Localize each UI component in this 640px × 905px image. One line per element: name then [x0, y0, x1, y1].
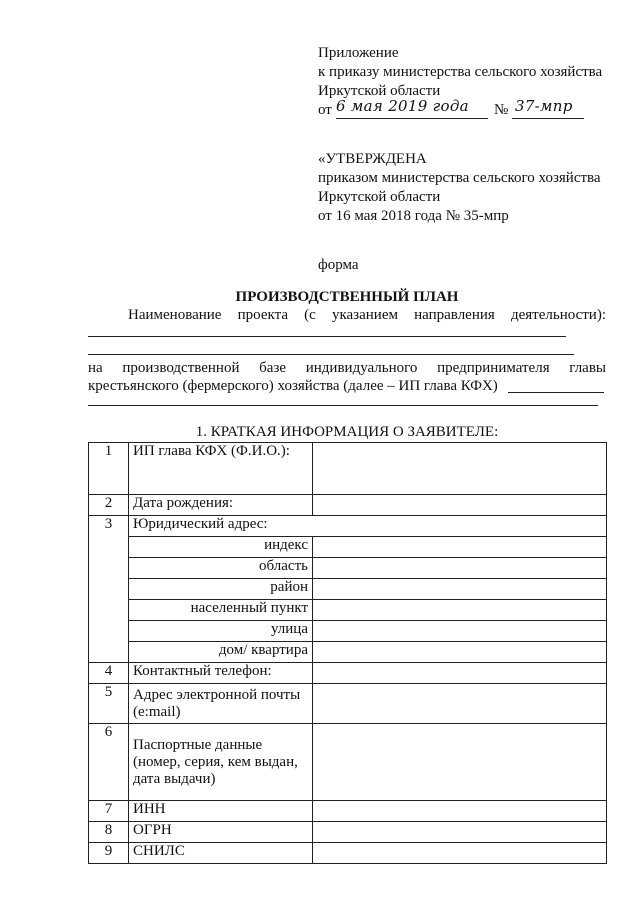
approval-line-1: «УТВЕРЖДЕНА [318, 151, 427, 167]
birth-date-value [313, 495, 607, 516]
ogrn-label: ОГРН [129, 822, 313, 843]
table-row [89, 801, 607, 822]
inn-value [313, 801, 607, 822]
passport-label-line: (номер, серия, кем выдан, [133, 753, 298, 770]
email-value [313, 684, 607, 724]
table-row [89, 443, 607, 495]
base-fill-line [508, 392, 604, 393]
address-settlement-label: населенный пункт [129, 600, 313, 621]
applicant-info-table [88, 442, 607, 864]
table-row [89, 822, 607, 843]
table-row [89, 642, 607, 663]
page-title: ПРОИЗВОДСТВЕННЫЙ ПЛАН [235, 289, 459, 305]
order-number-handwritten: 37-мпр [515, 97, 573, 115]
address-house-label: дом/ квартира [129, 642, 313, 663]
address-settlement-value [313, 600, 607, 621]
row-number: 6 [89, 724, 129, 801]
address-street-value [313, 621, 607, 642]
table-row [89, 558, 607, 579]
table-row [89, 663, 607, 684]
order-prefix: от [318, 102, 332, 118]
passport-value [313, 724, 607, 801]
snils-value [313, 843, 607, 864]
base-text-line-1: на производственной базе индивидуального предпринимателя главы [88, 360, 606, 376]
full-name-value [313, 443, 607, 495]
row-number: 5 [89, 684, 129, 724]
ogrn-value [313, 822, 607, 843]
table-row [89, 621, 607, 642]
email-label-line: (e:mail) [133, 704, 181, 720]
row-number: 7 [89, 801, 129, 822]
address-region-label: область [129, 558, 313, 579]
legal-address-label: Юридический адрес: [129, 516, 607, 537]
table-row [89, 724, 607, 801]
address-street-label: улица [129, 621, 313, 642]
appendix-line-1: Приложение [318, 45, 399, 61]
address-index-value [313, 537, 607, 558]
row-number: 9 [89, 843, 129, 864]
project-name-label: Наименование проекта (с указанием направления деятельности): [128, 307, 606, 323]
row-number: 1 [89, 443, 129, 495]
table-row [89, 579, 607, 600]
address-district-value [313, 579, 607, 600]
full-name-label: ИП глава КФХ (Ф.И.О.): [129, 443, 313, 495]
row-number: 4 [89, 663, 129, 684]
birth-date-label: Дата рождения: [129, 495, 313, 516]
snils-label: СНИЛС [129, 843, 313, 864]
approval-line-4: от 16 мая 2018 года № 35-мпр [318, 208, 509, 224]
approval-line-3: Иркутской области [318, 189, 441, 205]
phone-label: Контактный телефон: [129, 663, 313, 684]
row-number: 2 [89, 495, 129, 516]
order-number-underline [512, 118, 584, 119]
order-date-underline [336, 118, 488, 119]
project-name-line-1 [88, 336, 566, 337]
row-number: 3 [89, 516, 129, 663]
table-row [89, 495, 607, 516]
phone-value [313, 663, 607, 684]
base-text-line-2: крестьянского (фермерского) хозяйства (далее – ИП глава КФХ) [88, 378, 498, 394]
table-row [89, 537, 607, 558]
table-row [89, 843, 607, 864]
row-number: 8 [89, 822, 129, 843]
passport-label [129, 724, 313, 801]
order-date-handwritten: 6 мая 2019 года [336, 97, 469, 115]
table-row [89, 516, 607, 537]
address-index-label: индекс [129, 537, 313, 558]
email-label-line: Адрес электронной почты [133, 687, 301, 703]
table-row [89, 600, 607, 621]
address-region-value [313, 558, 607, 579]
project-name-line-2 [88, 354, 574, 355]
address-district-label: район [129, 579, 313, 600]
number-sign: № [494, 102, 509, 118]
address-house-value [313, 642, 607, 663]
appendix-line-2: к приказу министерства сельского хозяйства [318, 64, 603, 80]
email-label [129, 684, 313, 724]
appendix-line-3: Иркутской области [318, 83, 441, 99]
passport-label-line: Паспортные данные [133, 736, 263, 753]
base-fill-line-2 [88, 405, 598, 406]
section-title: 1. КРАТКАЯ ИНФОРМАЦИЯ О ЗАЯВИТЕЛЕ: [195, 424, 499, 440]
approval-line-2: приказом министерства сельского хозяйства [318, 170, 601, 186]
table-row [89, 684, 607, 724]
inn-label: ИНН [129, 801, 313, 822]
form-label: форма [318, 257, 359, 273]
passport-label-line: дата выдачи) [133, 770, 216, 787]
